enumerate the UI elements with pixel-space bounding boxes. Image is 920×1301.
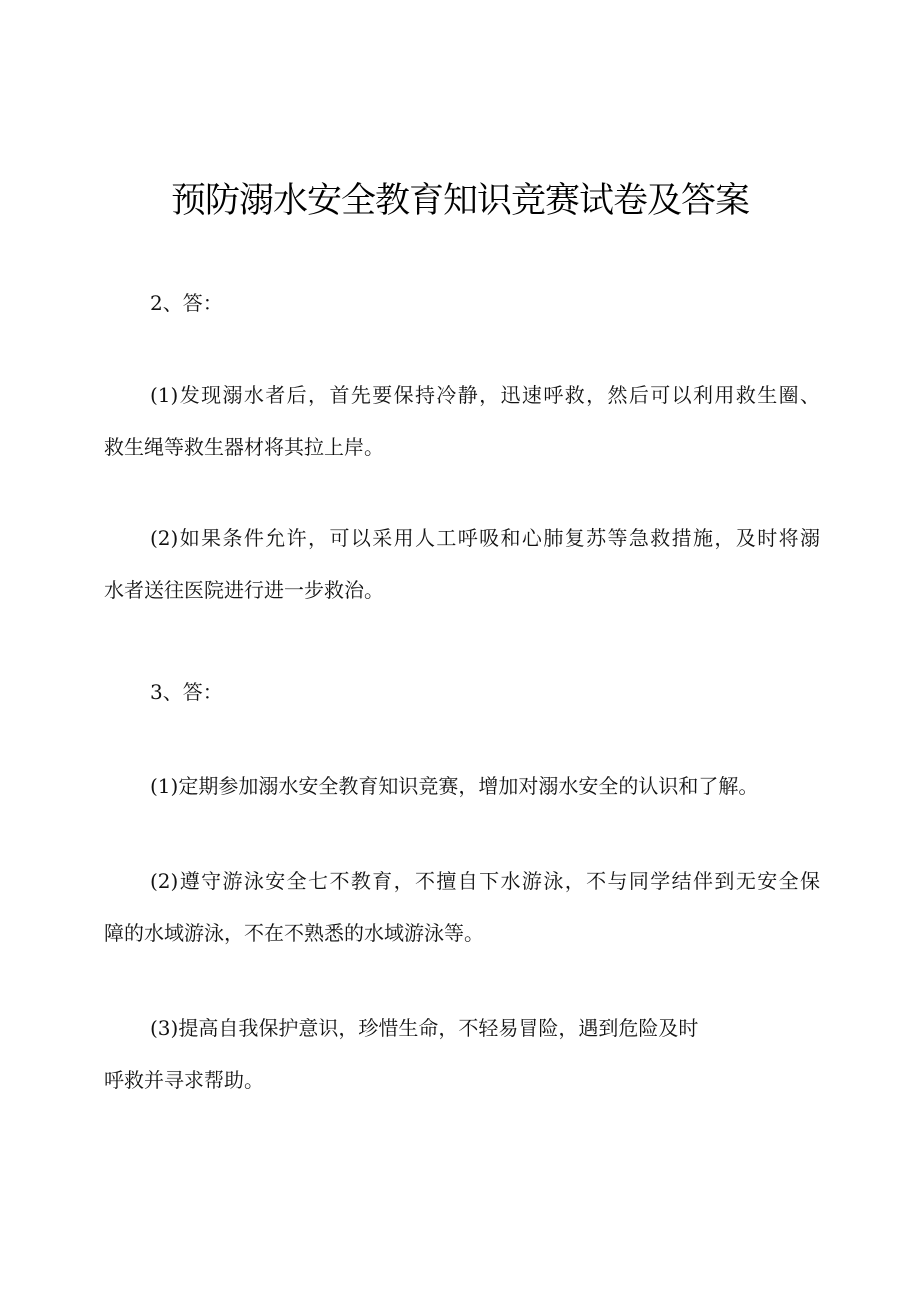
section-heading-2: 2、答：	[150, 291, 223, 315]
paragraph-line: (3)提高自我保护意识，珍惜生命，不轻易冒险，遇到危险及时	[150, 1016, 699, 1040]
answer-2-item-1	[104, 380, 820, 462]
paragraph-line: 救生绳等救生器材将其拉上岸。	[104, 435, 384, 459]
section-heading-3: 3、答：	[150, 680, 223, 704]
paragraph-line: (2)遵守游泳安全七不教育，不擅自下水游泳，不与同学结伴到无安全保	[150, 869, 820, 893]
page-title: 预防溺水安全教育知识竞赛试卷及答案	[170, 181, 749, 221]
paragraph-line: 障的水域游泳，不在不熟悉的水域游泳等。	[104, 921, 484, 945]
answer-3-item-3	[104, 1013, 820, 1095]
paragraph-line: 呼救并寻求帮助。	[104, 1068, 264, 1092]
paragraph-line: (2)如果条件允许，可以采用人工呼吸和心肺复苏等急救措施，及时将溺	[150, 526, 820, 550]
answer-2-item-2	[104, 523, 820, 605]
answer-3-item-1	[104, 771, 820, 801]
paragraph-line: 水者送往医院进行进一步救治。	[104, 578, 384, 602]
answer-3-item-2	[104, 866, 820, 948]
paragraph-line: (1)发现溺水者后，首先要保持冷静，迅速呼救，然后可以利用救生圈、	[150, 383, 820, 407]
paragraph-line: (1)定期参加溺水安全教育知识竞赛，增加对溺水安全的认识和了解。	[150, 774, 759, 798]
